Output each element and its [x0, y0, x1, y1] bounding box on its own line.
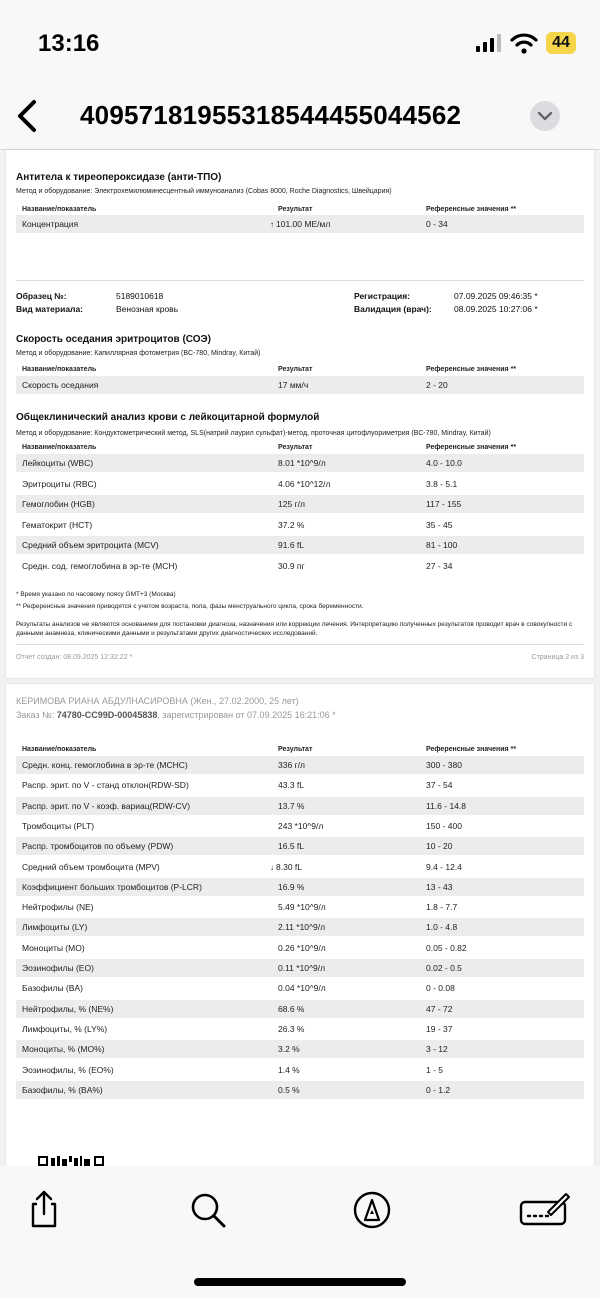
share-icon[interactable]	[22, 1188, 66, 1232]
row-result: 16.9 %	[278, 881, 305, 892]
row-name: Коэффициент больших тромбоцитов (P-LCR)	[22, 881, 202, 892]
row-name: Нейтрофилы (NE)	[22, 902, 94, 913]
row-result: 3.2 %	[278, 1044, 300, 1055]
row-reference: 3 - 12	[426, 1044, 448, 1055]
row-reference: 35 - 45	[426, 519, 453, 530]
row-name: Средн. конц. гемоглобина в эр-те (MCHC)	[22, 760, 188, 770]
row-reference: 37 - 54	[426, 780, 453, 791]
row-reference: 4.0 - 10.0	[426, 458, 462, 468]
row-name: Гемоглобин (HGB)	[22, 499, 95, 509]
row-name: Средний объем тромбоцита (MPV)	[22, 861, 160, 872]
title-menu-button[interactable]	[530, 101, 560, 131]
row-reference: 0 - 0.08	[426, 983, 455, 994]
signature-icon[interactable]	[518, 1188, 572, 1232]
row-result: 243 *10^9/л	[278, 820, 324, 831]
row-reference: 1.0 - 4.8	[426, 922, 458, 933]
markup-icon[interactable]	[350, 1188, 394, 1232]
row-result: 0.11 *10^9/л	[278, 963, 326, 973]
row-reference: 13 - 43	[426, 881, 453, 892]
row-name: Распр. тромбоцитов по объему (PDW)	[22, 841, 174, 852]
row-result: 0.26 *10^9/л	[278, 942, 326, 953]
page-number: Страница 2 из 3	[531, 654, 584, 661]
qr-code	[38, 1156, 104, 1166]
row-name: Тромбоциты (PLT)	[22, 820, 95, 831]
signal-icon	[476, 34, 502, 52]
material-label: Вид материала:	[16, 304, 84, 314]
table-row	[16, 979, 584, 997]
row-reference: 1 - 5	[426, 1064, 444, 1075]
divider	[16, 644, 584, 645]
row-reference: 0 - 1.2	[426, 1084, 451, 1095]
row-result: 91.6 fL	[278, 540, 304, 550]
section-title-esr: Скорость оседания эритроцитов (СОЭ)	[16, 334, 211, 345]
row-reference: 1.8 - 7.7	[426, 902, 458, 913]
table-row	[16, 797, 584, 815]
row-result: 5.49 *10^9/л	[278, 902, 326, 913]
table-row	[16, 1040, 584, 1058]
validation-value: 08.09.2025 10:27:06 *	[454, 304, 538, 314]
section-method-esr: Метод и оборудование: Капиллярная фотометрия (BC-780, Mindray, Китай)	[16, 350, 261, 357]
row-reference: 47 - 72	[426, 1003, 453, 1014]
table-row	[16, 495, 584, 513]
row-name: Средн. сод. гемоглобина в эр-те (MCH)	[22, 560, 178, 571]
patient-info: КЕРИМОВА РИАНА АБДУЛНАСИРОВНА (Жен., 27.02.2000, 25 лет)	[16, 696, 299, 706]
row-result: 26.3 %	[278, 1023, 305, 1034]
row-name: Моноциты (MO)	[22, 942, 85, 953]
row-result: 336 г/л	[278, 760, 305, 770]
low-flag: ↓	[270, 862, 274, 872]
row-reference: 9.4 - 12.4	[426, 861, 462, 872]
back-icon[interactable]	[10, 94, 50, 138]
row-reference: 300 - 380	[426, 760, 462, 770]
row-name: Распр. эрит. по V - станд отклон(RDW-SD)	[22, 780, 189, 791]
row-reference: 10 - 20	[426, 841, 453, 852]
table-row	[16, 1081, 584, 1099]
row-result: 125 г/л	[278, 499, 305, 509]
table-header: Название/показатель Результат Референсные значения **	[22, 206, 517, 213]
row-name: Лимфоциты (LY)	[22, 922, 88, 933]
row-result: 13.7 %	[278, 800, 305, 811]
row-name: Средний объем эритроцита (MCV)	[22, 540, 159, 550]
table-row	[16, 454, 584, 472]
row-name: Моноциты, % (MO%)	[22, 1044, 105, 1055]
table-row	[16, 939, 584, 957]
section-title-cbc: Общеклинический анализ крови с лейкоцитарной формулой	[16, 412, 320, 423]
row-result: 16.5 fL	[278, 841, 304, 852]
registration-label: Регистрация:	[354, 291, 411, 301]
table-row: Концентрация ↑ 101.00 МЕ/мл 0 - 34	[16, 215, 584, 233]
row-result: 37.2 %	[278, 519, 305, 530]
row-result: 30.9 пг	[278, 560, 305, 571]
home-indicator	[194, 1278, 406, 1286]
row-result: 2.11 *10^9/л	[278, 922, 326, 933]
battery-indicator: 44	[546, 32, 576, 54]
row-name: Гематокрит (HCT)	[22, 519, 93, 530]
table-row	[16, 516, 584, 534]
section-method-cbc: Метод и оборудование: Кондуктометрический метод, SLS(натрий лаурил сульфат)-метод, проточная цитофлуориметрия (BC-780, Mindray, Китай)	[16, 430, 491, 437]
material-value: Венозная кровь	[116, 304, 179, 314]
section-title-tpo: Антитела к тиреопероксидазе (анти-ТПО)	[16, 172, 222, 183]
row-name: Базофилы, % (BA%)	[22, 1084, 103, 1095]
pdf-page-3	[6, 684, 594, 1166]
footnote-reference: ** Референсные значения приводятся с учетом возраста, пола, фазы менструального цикла, срока беременности.	[16, 603, 364, 610]
row-name: Базофилы (BA)	[22, 983, 83, 994]
row-name: Эритроциты (RBC)	[22, 478, 97, 489]
chevron-down-icon	[530, 101, 560, 131]
table-row	[16, 776, 584, 794]
sample-label: Образец №:	[16, 291, 67, 301]
table-row	[16, 918, 584, 936]
table-row	[16, 1020, 584, 1038]
row-name: Нейтрофилы, % (NE%)	[22, 1003, 114, 1014]
report-created: Отчет создан: 08.09.2025 12:32:22 *	[16, 654, 133, 661]
row-reference: 81 - 100	[426, 540, 458, 550]
table-row	[16, 858, 584, 876]
table-row	[16, 898, 584, 916]
table-row	[16, 557, 584, 575]
table-row	[16, 1061, 584, 1079]
pdf-page-2	[6, 150, 594, 678]
section-method-tpo: Метод и оборудование: Электрохемилюминесцентный иммуноанализ (Cobas 8000, Roche Diagnostics, Швейцария)	[16, 188, 392, 195]
row-reference: 117 - 155	[426, 499, 462, 509]
row-name: Эозинофилы (EO)	[22, 963, 94, 973]
row-reference: 19 - 37	[426, 1023, 453, 1034]
status-bar	[0, 0, 600, 88]
navigation-bar	[0, 88, 600, 150]
table-header: Название/показатель Результат Референсные значения **	[22, 444, 517, 451]
order-number: 74780-CC99D-00045838	[56, 710, 158, 720]
row-name: Лейкоциты (WBC)	[22, 458, 94, 468]
table-row	[16, 817, 584, 835]
row-reference: 3.8 - 5.1	[426, 478, 458, 489]
order-info: Заказ №: 74780-CC99D-00045838, зарегистрирован от 07.09.2025 16:21:06 *	[16, 710, 336, 720]
validation-label: Валидация (врач):	[354, 304, 432, 314]
table-header: Название/показатель Результат Референсные значения **	[22, 746, 517, 753]
row-result: 4.06 *10^12/л	[278, 478, 331, 489]
document-title: 40957181955318544455044562	[80, 100, 462, 130]
high-flag: ↑	[270, 220, 274, 229]
row-reference: 0.02 - 0.5	[426, 963, 462, 973]
table-row	[16, 756, 584, 774]
table-row	[16, 837, 584, 855]
table-header: Название/показатель Результат Референсные значения **	[22, 366, 517, 373]
row-result: 0.5 %	[278, 1084, 300, 1095]
row-result: 1.4 %	[278, 1064, 300, 1075]
footnote-time: * Время указано по часовому поясу GMT+3 (Москва)	[16, 591, 176, 598]
disclaimer: Результаты анализов не являются основанием для постановки диагноза, назначения или коррекции лечения. Интерпретацию полученных результатов проводит врач в совокупности с данными анамнеза, клиническими данными и результатами других диагностических исследований.	[16, 621, 573, 637]
row-reference: 27 - 34	[426, 560, 453, 571]
table-row	[16, 959, 584, 977]
table-row	[16, 1000, 584, 1018]
row-reference: 0.05 - 0.82	[426, 942, 467, 953]
wifi-icon	[510, 32, 538, 54]
table-row	[16, 878, 584, 896]
row-name: Лимфоциты, % (LY%)	[22, 1023, 108, 1034]
row-result: 43.3 fL	[278, 780, 304, 791]
row-result: ↓ 8.30 fL	[270, 861, 302, 872]
row-result: 0.04 *10^9/л	[278, 983, 326, 994]
row-result: 8.01 *10^9/л	[278, 458, 326, 468]
row-reference: 11.6 - 14.8	[426, 800, 467, 811]
table-row	[16, 475, 584, 493]
table-row	[16, 536, 584, 554]
divider	[16, 280, 584, 281]
row-result: 68.6 %	[278, 1003, 305, 1014]
row-name: Распр. эрит. по V - коэф. вариац(RDW-CV)	[22, 800, 191, 811]
row-name: Эозинофилы, % (EO%)	[22, 1064, 114, 1075]
bottom-toolbar	[0, 1166, 600, 1298]
table-row: Скорость оседания 17 мм/ч 2 - 20	[16, 376, 584, 394]
sample-value: 5189010618	[116, 291, 164, 301]
row-reference: 150 - 400	[426, 820, 462, 831]
search-icon[interactable]	[186, 1188, 230, 1232]
status-time: 13:16	[38, 30, 100, 57]
registration-value: 07.09.2025 09:46:35 *	[454, 291, 538, 301]
